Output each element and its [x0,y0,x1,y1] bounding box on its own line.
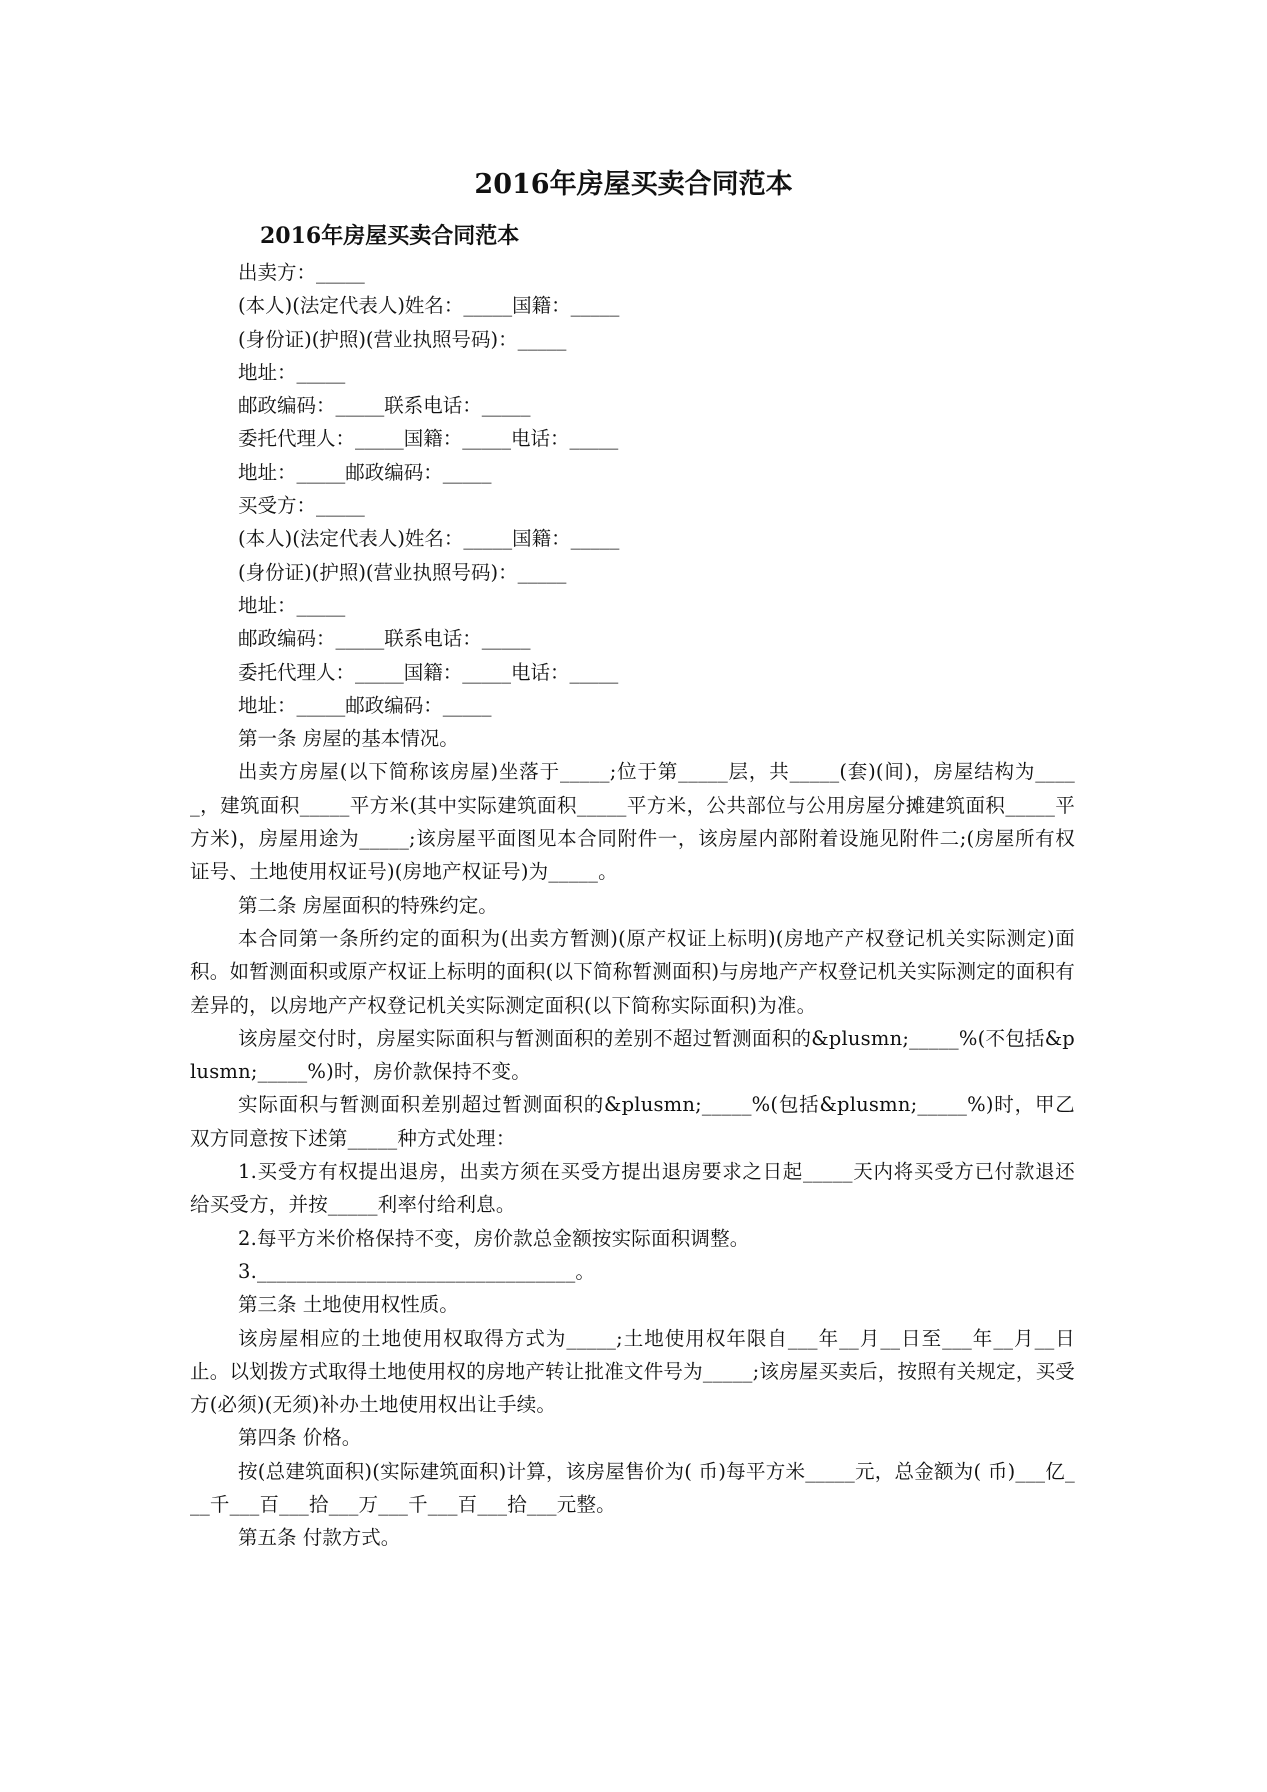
article1-heading: 第一条 房屋的基本情况。 [238,727,459,751]
article3-text: 该房屋相应的土地使用权取得方式为_____;土地使用权年限自___年__月__日至___年__月__日止。以划拨方式取得土地使用权的房地产转让批准文件号为_____;该房屋买卖后，按照有关规定，买受方(必须)(无须)补办土地使用权出让手续。 [190,1326,1075,1417]
seller-agent-line: 委托代理人：_____国籍：_____电话：_____ [238,427,619,451]
document-subtitle: 2016年房屋买卖合同范本 [260,223,520,249]
buyer-name-line: (本人)(法定代表人)姓名：_____国籍：_____ [238,527,620,551]
article2-heading: 第二条 房屋面积的特殊约定。 [238,893,498,917]
article4-heading: 第四条 价格。 [238,1426,362,1450]
buyer-heading: 买受方：_____ [238,494,365,518]
article2-option3: 3.________________________________。 [238,1259,596,1283]
seller-id-line: (身份证)(护照)(营业执照号码)：_____ [238,327,567,351]
article2-option1: 1.买受方有权提出退房，出卖方须在买受方提出退房要求之日起_____天内将买受方已付款退还给买受方，并按_____利率付给利息。 [190,1160,1075,1217]
contract-body [190,256,1075,1555]
article2-para1: 本合同第一条所约定的面积为(出卖方暂测)(原产权证上标明)(房地产产权登记机关实际测定)面积。如暂测面积或原产权证上标明的面积(以下简称暂测面积)与房地产产权登记机关实际测定的面积有差异的，以房地产产权登记机关实际测定面积(以下简称实际面积)为准。 [190,926,1075,1017]
article2-para2: 该房屋交付时，房屋实际面积与暂测面积的差别不超过暂测面积的&plusmn;_____%(不包括&plusmn;_____%)时，房价款保持不变。 [190,1026,1075,1084]
buyer-agent-line: 委托代理人：_____国籍：_____电话：_____ [238,660,619,684]
seller-agent-address-line: 地址：_____邮政编码：_____ [238,460,492,484]
buyer-postal-line: 邮政编码：_____联系电话：_____ [238,627,531,651]
document-title: 2016年房屋买卖合同范本 [474,169,793,200]
article1-text: 出卖方房屋(以下简称该房屋)坐落于_____;位于第_____层，共_____(套)(间)，房屋结构为_____，建筑面积_____平方米(其中实际建筑面积_____平方米，公共部位与公用房屋分摊建筑面积_____平方米)，房屋用途为_____;该房屋平面图见本合同附件一，该房屋内部附着设施见附件二;(房屋所有权证号、土地使用权证号)(房地产权证号)为_____。 [190,760,1075,884]
seller-heading: 出卖方：_____ [238,261,365,284]
article4-text: 按(总建筑面积)(实际建筑面积)计算，该房屋售价为( 币)每平方米_____元，总金额为( 币)___亿___千___百___拾___万___千___百___拾___元整。 [190,1459,1075,1516]
article2-option2: 2.每平方米价格保持不变，房价款总金额按实际面积调整。 [238,1226,750,1250]
article3-heading: 第三条 土地使用权性质。 [238,1293,459,1317]
buyer-agent-address-line: 地址：_____邮政编码：_____ [238,693,492,717]
buyer-id-line: (身份证)(护照)(营业执照号码)：_____ [238,560,567,584]
seller-postal-line: 邮政编码：_____联系电话：_____ [238,394,531,418]
article5-heading: 第五条 付款方式。 [238,1526,401,1550]
buyer-address-line: 地址：_____ [238,593,346,617]
article2-para3: 实际面积与暂测面积差别超过暂测面积的&plusmn;_____%(包括&plusmn;_____%)时，甲乙双方同意按下述第_____种方式处理： [190,1093,1075,1150]
seller-address-line: 地址：_____ [238,360,346,384]
seller-name-line: (本人)(法定代表人)姓名：_____国籍：_____ [238,294,620,318]
